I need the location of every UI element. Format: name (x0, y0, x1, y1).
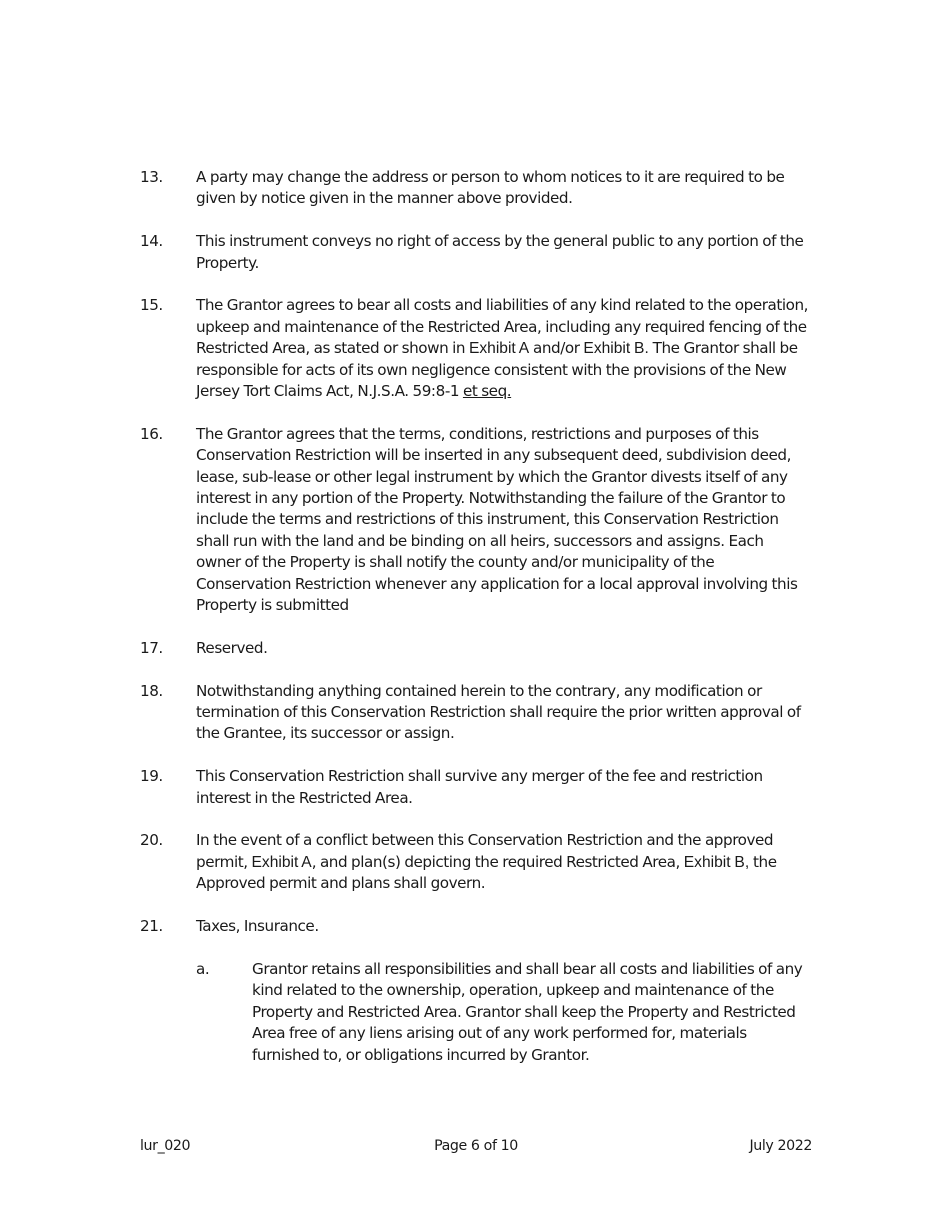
paragraph-14 (140, 231, 812, 274)
paragraph-text: This Conservation Restriction shall survive any merger of the fee and restriction interest in the Restricted Area. (196, 767, 763, 807)
subparagraph-text: Grantor retains all responsibilities and shall bear all costs and liabilities of any kind related to the ownership, operation, upkeep and maintenance of the Property and Restricted Area. Grantor shall keep the Property and Restricted Area free of any liens arising out of any work performed for, materials furnished to, or obligations incurred by Grantor. (252, 959, 803, 1064)
paragraph-text: Taxes, Insurance. (196, 917, 319, 936)
paragraph-number: 15. (140, 296, 163, 315)
paragraph-16 (140, 424, 812, 617)
paragraph-text-part: the Approved permit and plans shall govern. (196, 852, 777, 893)
paragraph-13 (140, 167, 812, 210)
paragraph-20 (140, 830, 812, 894)
page-footer (140, 1138, 812, 1158)
paragraph-text: This instrument conveys no right of access by the general public to any portion of the Property. (196, 232, 804, 272)
paragraph-text-part: The Grantor agrees to bear all costs and liabilities of any kind related to the operation, upkeep and maintenance of the Restricted Area, including any required fencing of the Restricted Area, as stated or shown in (196, 296, 809, 358)
paragraph-text: A party may change the address or person to whom notices to it are required to be given by notice given in the manner above provided. (196, 168, 785, 208)
paragraph-text: Reserved. (196, 638, 268, 657)
paragraph-text: Notwithstanding anything contained herein to the contrary, any modification or termination of this Conservation Restriction shall require the prior written approval of the Grantee, its successor or assign. (196, 681, 801, 743)
paragraph-number: 17. (140, 638, 163, 657)
exhibit-b-reference: Exhibit B, (683, 853, 750, 871)
subparagraph-21a (196, 959, 812, 1066)
paragraph-17 (140, 638, 812, 659)
form-code: lur_020 (140, 1138, 191, 1154)
paragraph-text-part: In the event of a conflict between this Conservation Restriction and the approved permit, (196, 831, 774, 871)
paragraph-text: The Grantor agrees that the terms, conditions, restrictions and purposes of this Conservation Restriction will be inserted in any subsequent deed, subdivision deed, lease, sub-lease or other legal instrument by which the Grantor divests itself of any interest in any portion of the Property. Notwithstanding the failure of the Grantor to include the terms and restrictions of this instrument, this Conservation Restriction shall run with the land and be binding on all heirs, successors and assigns. Each owner of the Property is shall notify the county and/or municipality of the Conservation Restriction whenever any application for a local approval involving this Property is submitted (196, 424, 798, 615)
paragraph-number: 18. (140, 681, 163, 700)
paragraph-text-part: The Grantor shall be responsible for acts of its own negligence consistent with the provisions of the New Jersey Tort Claims Act, N.J.S.A. 59:8-1 (196, 339, 798, 401)
paragraph-21 (140, 916, 812, 937)
exhibit-a-reference: Exhibit A (468, 340, 530, 358)
subparagraph-letter: a. (196, 959, 210, 978)
paragraph-text-part: , and plan(s) depicting the required Restricted Area, (311, 852, 684, 871)
paragraph-number: 20. (140, 831, 163, 850)
exhibit-a-reference: Exhibit A (251, 853, 312, 871)
paragraph-number: 21. (140, 917, 163, 936)
paragraph-number: 13. (140, 168, 163, 186)
page-number: Page 6 of 10 (434, 1138, 518, 1154)
paragraph-number: 14. (140, 232, 163, 251)
paragraph-19 (140, 766, 812, 809)
document-body (140, 167, 812, 1066)
revision-date: July 2022 (749, 1138, 812, 1154)
paragraph-number: 19. (140, 767, 163, 786)
paragraph-15 (140, 295, 812, 402)
paragraph-18 (140, 681, 812, 745)
et-seq-citation: et seq. (462, 382, 512, 401)
paragraph-text-part: and/or (529, 339, 584, 358)
paragraph-number: 16. (140, 424, 163, 443)
exhibit-b-reference: Exhibit B. (583, 340, 649, 358)
